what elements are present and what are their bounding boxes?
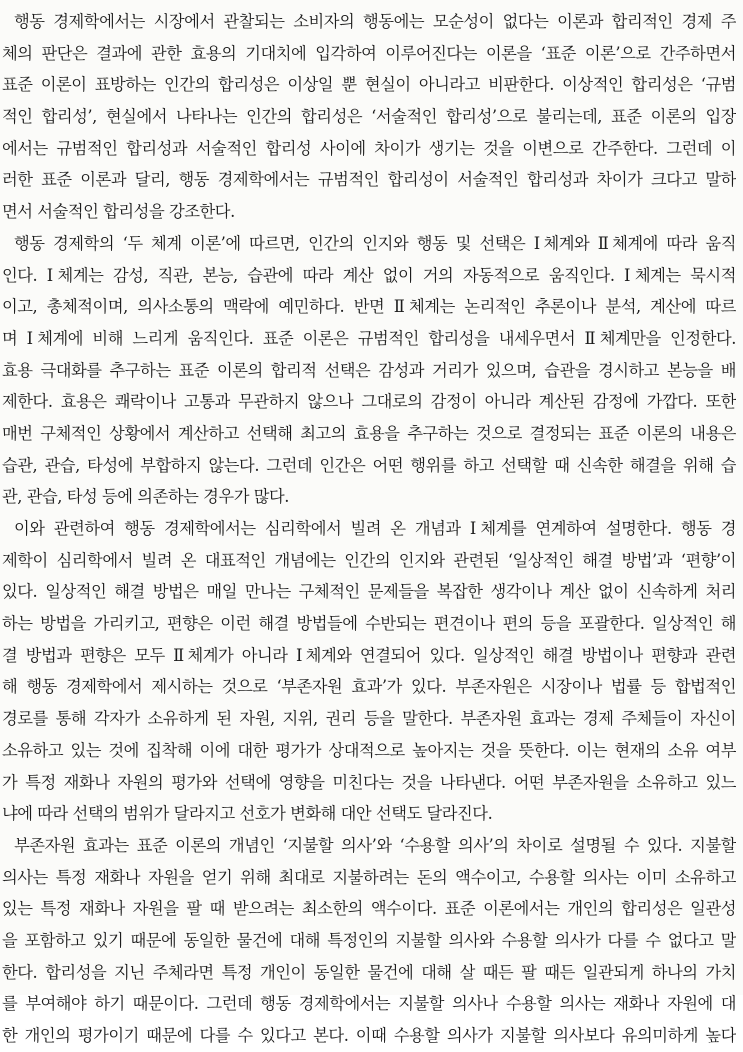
text-line: 의사는 특정 재화나 자원을 얻기 위해 최대로 지불하려는 돈의 액수이고, 수용할 의사는 이미 소유하고 (2, 867, 736, 887)
text-line: 에서는 규범적인 합리성과 서술적인 합리성 사이에 차이가 생기는 것을 이변으로 간주한다. 그런데 이 (2, 138, 736, 158)
text-line: 냐에 따라 선택의 범위가 달라지고 선호가 변화해 대안 선택도 달라진다. (2, 804, 493, 824)
text-line: 경로를 통해 각자가 소유하게 된 자원, 지위, 권리 등을 말한다. 부존자원 효과는 경제 주체들이 자신이 (2, 709, 736, 729)
text-line: 체의 판단은 결과에 관한 효용의 기대치에 입각하여 이루어진다는 이론을 ‘표준 이론’으로 간주하면서 (2, 43, 736, 63)
text-line: 러한 표준 이론과 달리, 행동 경제학에서는 규범적인 합리성이 서술적인 합리성과 차이가 크다고 말하 (2, 170, 736, 190)
text-line: 인다. Ⅰ체계는 감성, 직관, 본능, 습관에 따라 계산 없이 거의 자동적으로 움직인다. Ⅰ체계는 묵시적 (2, 265, 736, 285)
text-line: 표준 이론이 표방하는 인간의 합리성은 이상일 뿐 현실이 아니라고 비판한다. 이상적인 합리성은 ‘규범 (2, 75, 736, 95)
text-line: 있는 특정 재화나 자원을 팔 때 받으려는 최소한의 액수이다. 표준 이론에서는 개인의 합리성은 일관성 (2, 899, 736, 919)
text-line: 적인 합리성’, 현실에서 나타나는 인간의 합리성은 ‘서술적인 합리성’으로 불리는데, 표준 이론의 입장 (2, 107, 736, 127)
text-line: 제학이 심리학에서 빌려 온 대표적인 개념에는 인간의 인지와 관련된 ‘일상적인 해결 방법’과 ‘편향’이 (2, 550, 736, 570)
text-line: 행동 경제학에서는 시장에서 관찰되는 소비자의 행동에는 모순성이 없다는 이론과 합리적인 경제 주 (14, 12, 736, 31)
text-line: 를 부여해야 하기 때문이다. 그런데 행동 경제학에서는 지불할 의사나 수용할 의사는 재화나 자원에 대 (2, 994, 736, 1014)
text-line: 한다. 합리성을 지닌 주체라면 특정 개인이 동일한 물건에 대해 살 때든 팔 때든 일관되게 하나의 가치 (2, 962, 736, 982)
text-line: 습관, 관습, 타성에 부합하지 않는다. 그런데 인간은 어떤 행위를 하고 선택할 때 신속한 해결을 위해 습 (2, 455, 736, 475)
text-line: 면서 서술적인 합리성을 강조한다. (2, 202, 235, 222)
text-line: 효용 극대화를 추구하는 표준 이론의 합리적 선택은 감성과 거리가 있으며, 습관을 경시하고 본능을 배 (2, 360, 736, 380)
text-line: 한 개인의 평가이기 때문에 다를 수 있다고 본다. 이때 수용할 의사가 지불할 의사보다 유의미하게 높다 (2, 1026, 736, 1045)
text-line: 관, 관습, 타성 등에 의존하는 경우가 많다. (2, 487, 289, 507)
text-line: 있다. 일상적인 해결 방법은 매일 만나는 구체적인 문제들을 복잡한 생각이나 계산 없이 신속하게 처리 (2, 582, 736, 602)
text-line: 을 포함하고 있기 때문에 동일한 물건에 대해 특정인의 지불할 의사와 수용할 의사가 다를 수 없다고 말 (2, 930, 736, 950)
text-line: 이와 관련하여 행동 경제학에서는 심리학에서 빌려 온 개념과 Ⅰ체계를 연계하여 설명한다. 행동 경 (14, 519, 736, 538)
text-line: 가 특정 재화나 자원의 평가와 선택에 영향을 미친다는 것을 나타낸다. 어떤 부존자원을 소유하고 있느 (2, 772, 736, 792)
document-body (2, 6, 736, 1052)
text-line: 이고, 총체적이며, 의사소통의 맥락에 예민하다. 반면 Ⅱ체계는 논리적인 추론이나 분석, 계산에 따르 (2, 297, 736, 317)
text-line: 하는 방법을 가리키고, 편향은 이런 해결 방법들에 수반되는 편견이나 편의 등을 포괄한다. 일상적인 해 (2, 614, 736, 634)
text-line: 해 행동 경제학에서 제시하는 것으로 ‘부존자원 효과’가 있다. 부존자원은 시장이나 법률 등 합법적인 (2, 677, 736, 697)
text-line: 부존자원 효과는 표준 이론의 개념인 ‘지불할 의사’와 ‘수용할 의사’의 차이로 설명될 수 있다. 지불할 (14, 835, 736, 855)
text-line: 행동 경제학의 ‘두 체계 이론’에 따르면, 인간의 인지와 행동 및 선택은 Ⅰ체계와 Ⅱ체계에 따라 움직 (14, 233, 736, 253)
text-line: 소유하고 있는 것에 집착해 이에 대한 평가가 상대적으로 높아지는 것을 뜻한다. 이는 현재의 소유 여부 (2, 740, 736, 760)
text-line: 며 Ⅰ체계에 비해 느리게 움직인다. 표준 이론은 규범적인 합리성을 내세우면서 Ⅱ체계만을 인정한다. (2, 328, 736, 348)
text-line: 결 방법과 편향은 모두 Ⅱ체계가 아니라 Ⅰ체계와 연결되어 있다. 일상적인 해결 방법이나 편향과 관련 (2, 645, 736, 665)
text-line: 매번 구체적인 상황에서 계산하고 선택해 최고의 효용을 추구하는 것으로 결정되는 표준 이론의 내용은 (2, 423, 736, 443)
text-line: 제한다. 효용은 쾌락이나 고통과 무관하지 않으나 그대로의 감정이 아니라 계산된 감정에 가깝다. 또한 (2, 392, 736, 412)
